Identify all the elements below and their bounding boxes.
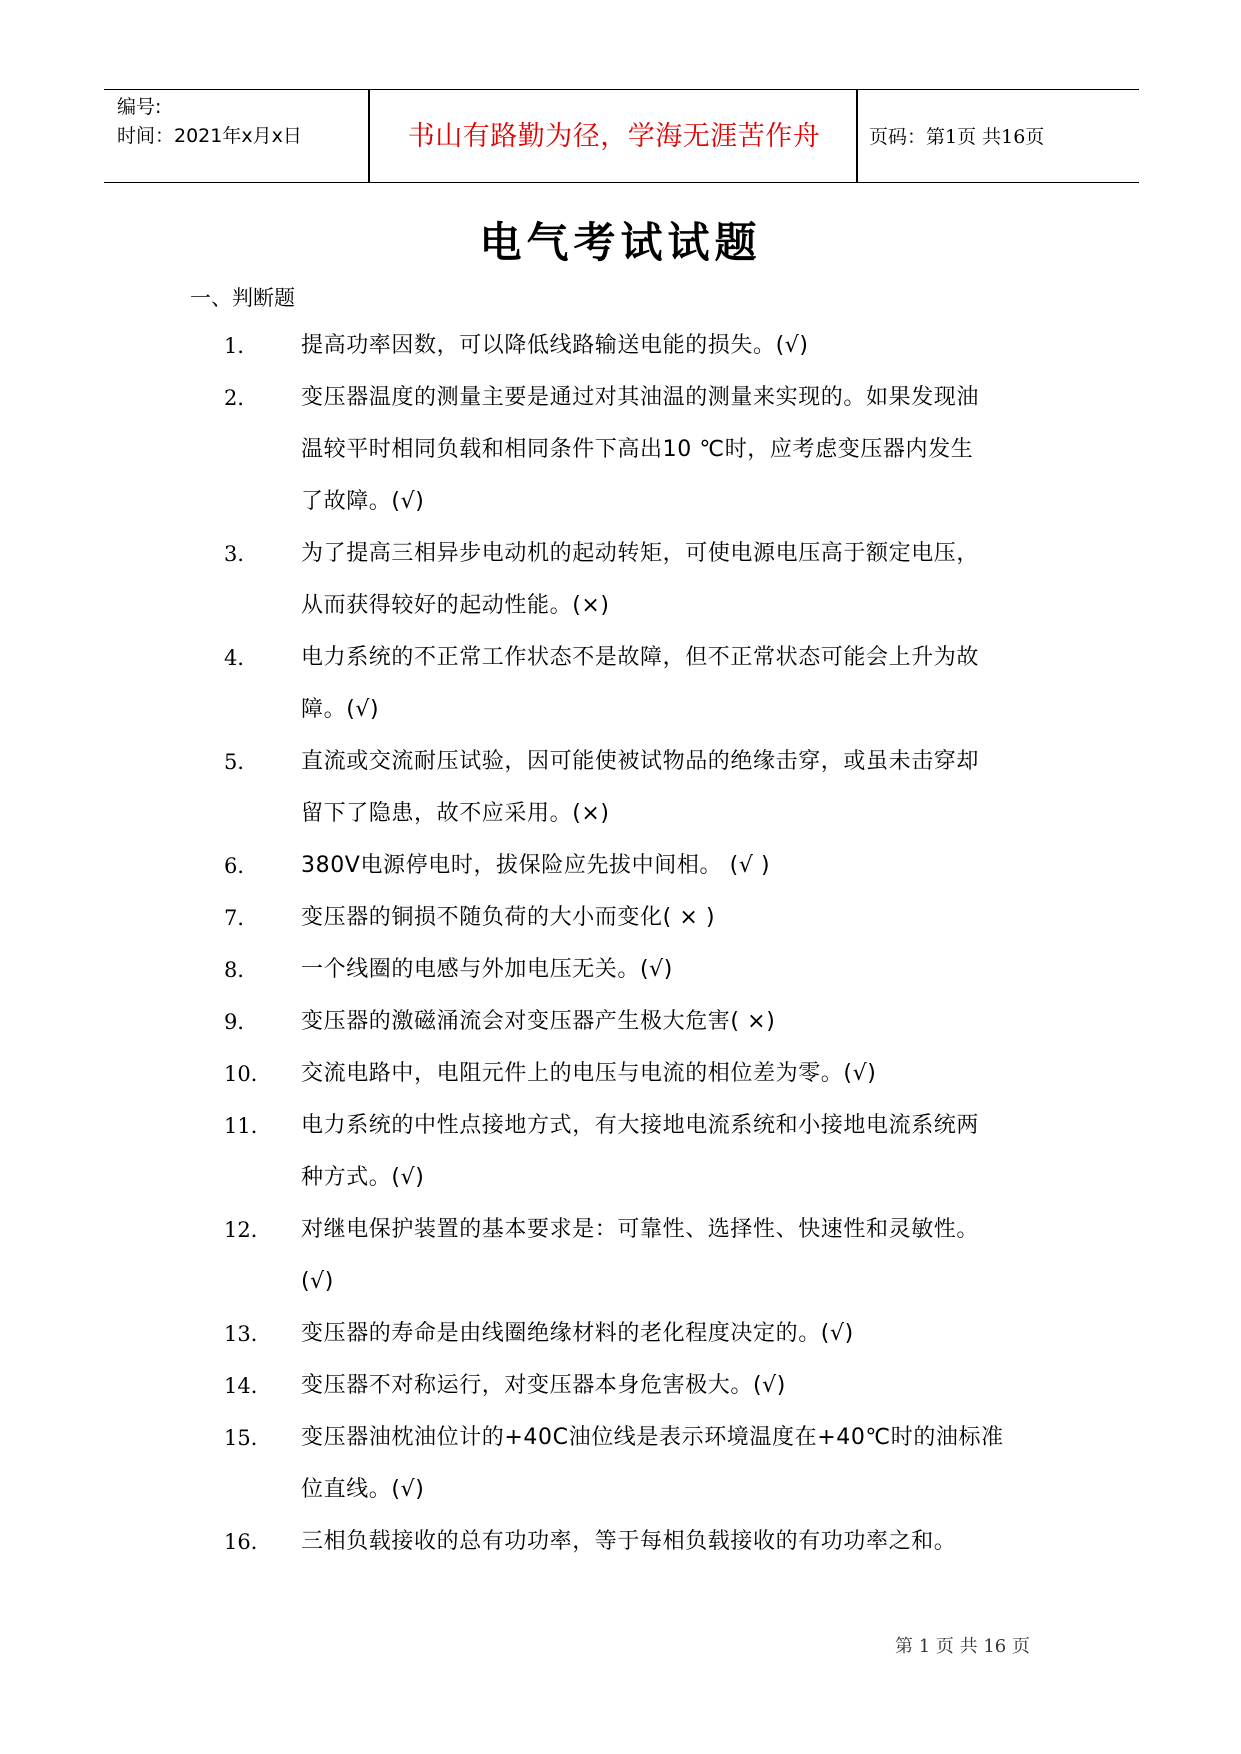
document-number-label: 编号:: [117, 96, 162, 118]
question-number: 10．: [224, 1062, 272, 1086]
question-text-line: 变压器油枕油位计的+40C油位线是表示环境温度在+40℃时的油标准: [301, 1425, 1004, 1450]
question-item: [0, 1308, 1241, 1360]
question-number: 14．: [224, 1374, 272, 1398]
question-number: 3．: [224, 542, 259, 566]
question-text-line: 一个线圈的电感与外加电压无关。(√): [301, 957, 673, 982]
question-item: [0, 632, 1241, 736]
question-text-line: 变压器不对称运行，对变压器本身危害极大。(√): [301, 1373, 786, 1398]
header-motto: 书山有路勤为径，学海无涯苦作舟: [407, 121, 821, 152]
question-text-line: 了故障。(√): [301, 489, 425, 514]
question-text-line: 温较平时相同负载和相同条件下高出10 ℃时，应考虑变压器内发生: [301, 437, 974, 462]
question-text-line: 障。(√): [301, 697, 380, 722]
question-item: [0, 892, 1241, 944]
question-text-line: 电力系统的中性点接地方式，有大接地电流系统和小接地电流系统两: [301, 1113, 980, 1138]
question-text-line: 提高功率因数，可以降低线路输送电能的损失。(√): [301, 333, 809, 358]
header-page-info: 页码：第1页 共16页: [869, 126, 1045, 148]
question-number: 16．: [224, 1530, 272, 1554]
question-number: 6．: [224, 854, 259, 878]
question-text-line: 电力系统的不正常工作状态不是故障，但不正常状态可能会上升为故: [301, 645, 980, 670]
document-date: 时间：2021年x月x日: [117, 125, 302, 147]
section-heading: 一、判断题: [190, 286, 295, 310]
question-number: 9．: [224, 1010, 259, 1034]
question-text-line: 三相负载接收的总有功功率，等于每相负载接收的有功功率之和。: [301, 1529, 957, 1554]
question-number: 1．: [224, 334, 259, 358]
question-number: 4．: [224, 646, 259, 670]
question-item: [0, 372, 1241, 528]
question-number: 13．: [224, 1322, 272, 1346]
question-item: [0, 1360, 1241, 1412]
question-text-line: 变压器的铜损不随负荷的大小而变化( × ): [301, 905, 716, 930]
question-item: [0, 736, 1241, 840]
question-number: 7．: [224, 906, 259, 930]
question-text-line: 从而获得较好的起动性能。(×): [301, 593, 610, 618]
question-text-line: 留下了隐患，故不应采用。(×): [301, 801, 610, 826]
question-item: [0, 320, 1241, 372]
question-item: [0, 944, 1241, 996]
question-text-line: 变压器温度的测量主要是通过对其油温的测量来实现的。如果发现油: [301, 385, 980, 410]
page-title: 电气考试试题: [479, 218, 762, 267]
question-text-line: 为了提高三相异步电动机的起动转矩，可使电源电压高于额定电压，: [301, 541, 980, 566]
question-item: [0, 1048, 1241, 1100]
question-text-line: 位直线。(√): [301, 1477, 425, 1502]
question-item: [0, 1412, 1241, 1516]
page-footer: 第 1 页 共 16 页: [895, 1636, 1030, 1657]
question-text-line: 380V电源停电时，拔保险应先拔中间相。 (√ ): [301, 853, 771, 878]
question-item: [0, 996, 1241, 1048]
question-number: 5．: [224, 750, 259, 774]
question-text-line: (√): [301, 1269, 334, 1294]
question-text-line: 变压器的激磁涌流会对变压器产生极大危害( ×): [301, 1009, 776, 1034]
question-item: [0, 1100, 1241, 1204]
question-item: [0, 1516, 1241, 1568]
question-number: 12．: [224, 1218, 272, 1242]
question-text-line: 变压器的寿命是由线圈绝缘材料的老化程度决定的。(√): [301, 1321, 854, 1346]
question-number: 11．: [224, 1114, 272, 1138]
question-number: 8．: [224, 958, 259, 982]
question-text-line: 对继电保护装置的基本要求是：可靠性、选择性、快速性和灵敏性。: [301, 1217, 980, 1242]
question-number: 2．: [224, 386, 259, 410]
header-left-cell: [117, 93, 302, 151]
question-item: [0, 528, 1241, 632]
question-text-line: 种方式。(√): [301, 1165, 425, 1190]
page-header: [104, 89, 1139, 183]
question-number: 15．: [224, 1426, 272, 1450]
question-item: [0, 840, 1241, 892]
question-text-line: 直流或交流耐压试验，因可能使被试物品的绝缘击穿，或虽未击穿却: [301, 749, 980, 774]
question-item: [0, 1204, 1241, 1308]
question-text-line: 交流电路中，电阻元件上的电压与电流的相位差为零。(√): [301, 1061, 877, 1086]
